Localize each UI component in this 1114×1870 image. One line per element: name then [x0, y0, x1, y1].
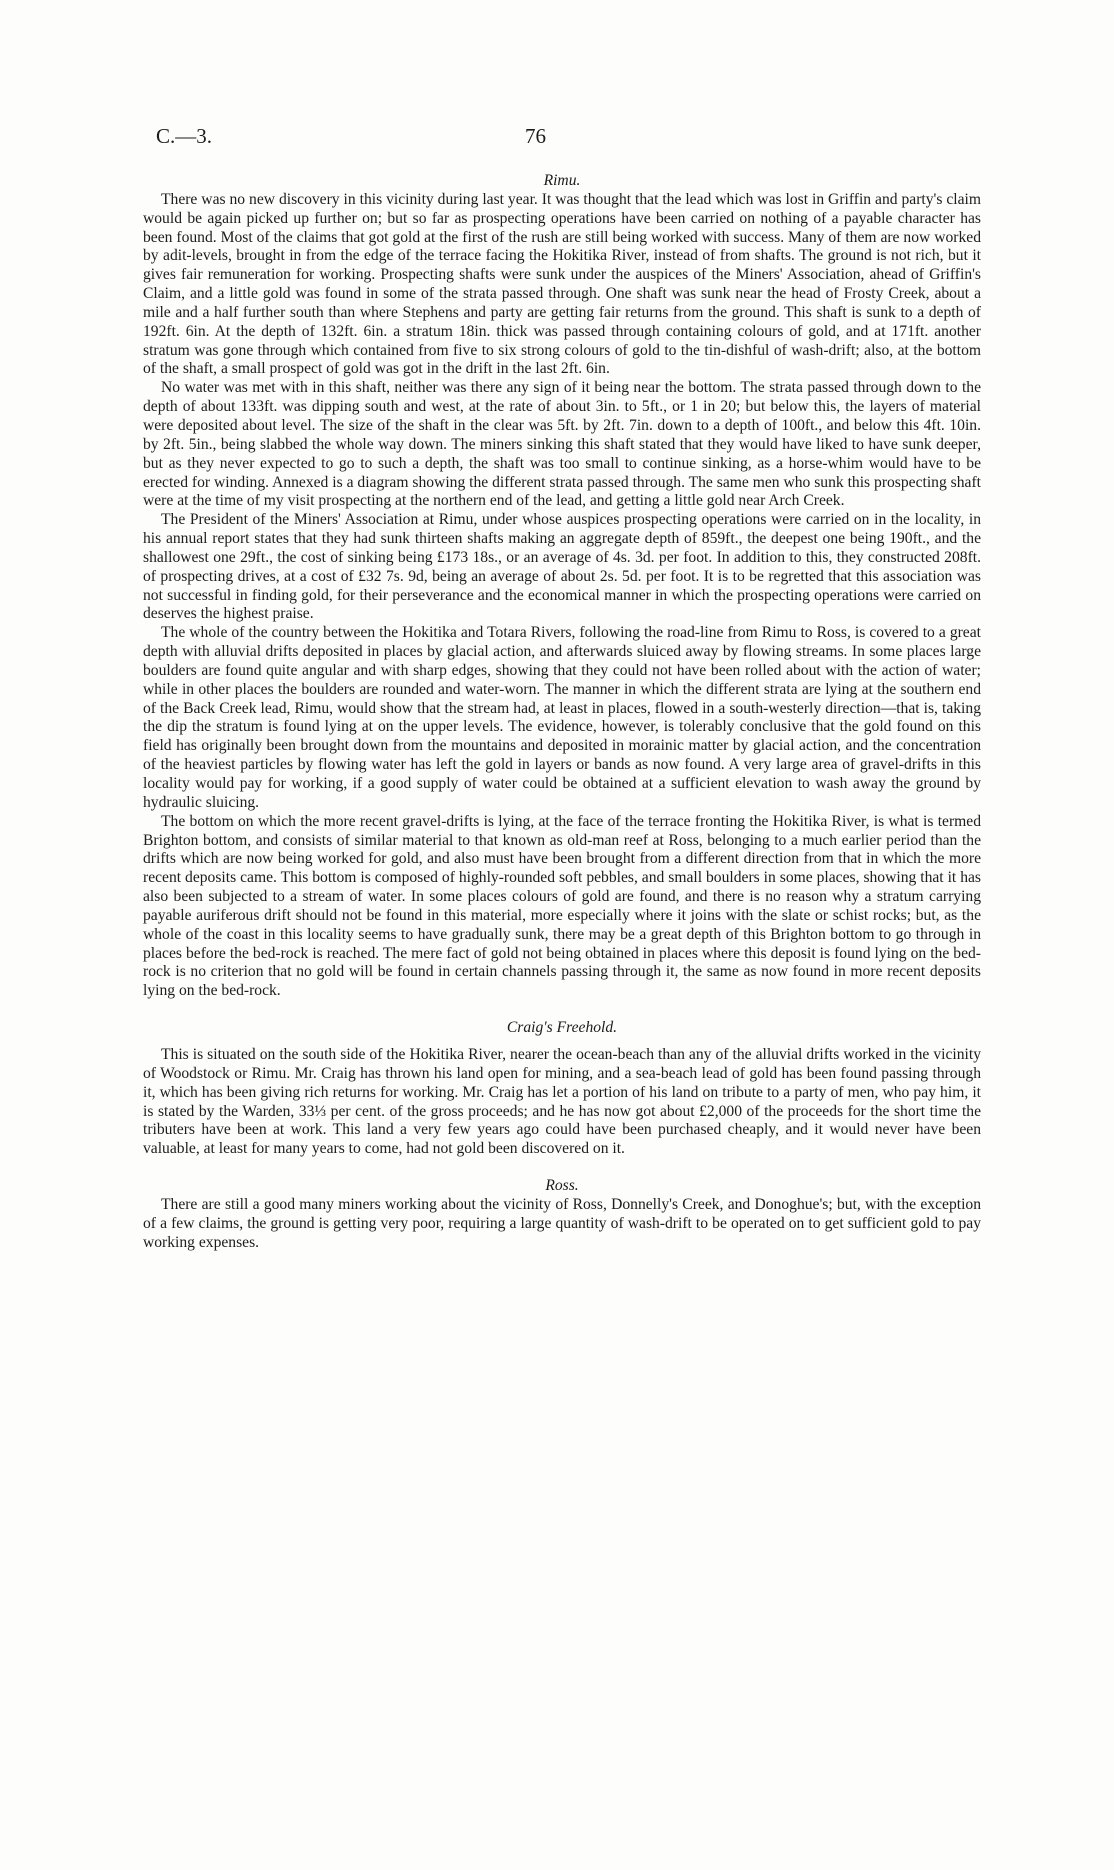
section-ross — [143, 1177, 981, 1252]
paragraph: No water was met with in this shaft, neither was there any sign of it being near the bottom. The strata passed through down to the depth of about 133ft. was dipping south and west, at the rate of about 3in. to 5ft., or 1 in 20; but below this, the layers of material were deposited about level. The size of the shaft in the clear was 5ft. by 2ft. 7in. down to a depth of 100ft., and below this 4ft. 10in. by 2ft. 5in., being slabbed the whole way down. The miners sinking this shaft stated that they would have liked to have sunk deeper, but as they never expected to go to such a depth, the shaft was too small to continue sinking, as a horse-whim would have to be erected for winding. Annexed is a diagram showing the different strata passed through. The same men who sunk this prospecting shaft were at the time of my visit prospecting at the northern end of the lead, and getting a little gold near Arch Creek. — [143, 379, 981, 510]
section-rimu — [143, 172, 981, 1001]
paragraph: The President of the Miners' Association at Rimu, under whose auspices prospecting operations were carried on in the locality, in his annual report states that they had sunk thirteen shafts making an aggregate depth of 859ft., the deepest one being 190ft., and the shallowest one 29ft., the cost of sinking being £173 18s., or an average of 4s. 3d. per foot. In addition to this, they constructed 208ft. of prospecting drives, at a cost of £32 7s. 9d, being an average of about 2s. 5d. per foot. It is to be regretted that this association was not successful in finding gold, for their perseverance and the economical manner in which the prospecting operations were carried on deserves the highest praise. — [143, 511, 981, 623]
paragraph: The bottom on which the more recent gravel-drifts is lying, at the face of the terrace fronting the Hokitika River, is what is termed Brighton bottom, and consists of similar material to that known as old-man reef at Ross, belonging to a much earlier period than the drifts which are now being worked for gold, and also must have been brought from a different direction from that in which the more recent deposits came. This bottom is composed of highly-rounded soft pebbles, and small boulders in some places, showing that it has also been subjected to a stream of water. In some places colours of gold are found, and there is no reason why a stratum carrying payable auriferous drift should not be found in this material, more especially where it joins with the slate or schist rocks; but, as the whole of the coast in this locality seems to have gradually sunk, there may be a great depth of this Brighton bottom to go through in places before the bed-rock is reached. The mere fact of gold not being obtained in places where this deposit is found lying on the bed-rock is no criterion that no gold will be found in certain channels passing through it, the same as now found in more recent deposits lying on the bed-rock. — [143, 812, 981, 1000]
section-gap — [143, 1159, 981, 1177]
paragraph: The whole of the country between the Hokitika and Totara Rivers, following the road-line from Rimu to Ross, is covered to a great depth with alluvial drifts deposited in places by glacial action, and afterwards sluiced away by flowing streams. In some places large boulders are found quite angular and with sharp edges, showing that they could not have been rolled about with the action of water; while in other places the boulders are rounded and water-worn. The manner in which the different strata are lying at the southern end of the Back Creek lead, Rimu, would show that the stream had, at least in places, flowed in a south-westerly direction—that is, taking the dip the stratum is found lying at on the upper levels. The evidence, however, is tolerably conclusive that the gold found on this field has originally been brought down from the mountains and deposited in morainic matter by glacial action, and the concentration of the heaviest particles by flowing water has left the gold in layers or bands as now found. A very large area of gravel-drifts in this locality would pay for working, if a good supply of water could be obtained at a sufficient elevation to wash away the ground by hydraulic sluicing. — [143, 624, 981, 811]
paragraph: This is situated on the south side of the Hokitika River, nearer the ocean-beach than any of the alluvial drifts worked in the vicinity of Woodstock or Rimu. Mr. Craig has thrown his land open for mining, and a sea-beach lead of gold has been found passing through it, which has been giving rich returns for working. Mr. Craig has let a portion of his land on tribute to a party of men, who pay him, it is stated by the Warden, 33⅓ per cent. of the gross proceeds; and he has now got about £2,000 of the proceeds for the short time the tributers have been at work. This land a very few years ago could have been purchased cheaply, and it would never have been valuable, at least for many years to come, had not gold been discovered on it. — [143, 1045, 981, 1158]
page-number: 76 — [525, 124, 546, 148]
section-heading: Ross. — [545, 1177, 579, 1195]
section-gap — [143, 1001, 981, 1019]
section-heading: Rimu. — [543, 172, 581, 189]
paragraph: There are still a good many miners working about the vicinity of Ross, Donnelly's Creek, and Donoghue's; but, with the exception of a few claims, the ground is getting very poor, requiring a large quantity of wash-drift to be operated on to get sufficient gold to pay working expenses. — [143, 1195, 981, 1251]
heading-spacer — [143, 1038, 981, 1046]
document-body — [143, 172, 981, 1252]
section-craigs-freehold — [143, 1019, 981, 1159]
paragraph: There was no new discovery in this vicinity during last year. It was thought that the lead which was lost in Griffin and party's claim would be again picked up further on; but so far as prospecting operations have been carried on nothing of a payable character has been found. Most of the claims that got gold at the first of the rush are still being worked with success. Many of them are now worked by adit-levels, brought in from the edge of the terrace facing the Hokitika River, instead of from shafts. The ground is not rich, but it gives fair remuneration for working. Prospecting shafts were sunk under the auspices of the Miners' Association, ahead of Griffin's Claim, and a little gold was found in some of the strata passed through. One shaft was sunk near the head of Frosty Creek, about a mile and a half further south than where Stephens and party are getting fair returns from the ground. This shaft is sunk to a depth of 192ft. 6in. At the depth of 132ft. 6in. a stratum 18in. thick was passed through containing colours of gold, and at 171ft. another stratum was gone through which contained from five to six strong colours of gold to the tin-dishful of wash-drift; also, at the bottom of the shaft, a small prospect of gold was got in the drift in the last 2ft. 6in. — [143, 190, 981, 378]
section-heading: Craig's Freehold. — [506, 1019, 618, 1037]
page-header — [0, 124, 1114, 154]
document-reference: C.—3. — [156, 124, 213, 148]
